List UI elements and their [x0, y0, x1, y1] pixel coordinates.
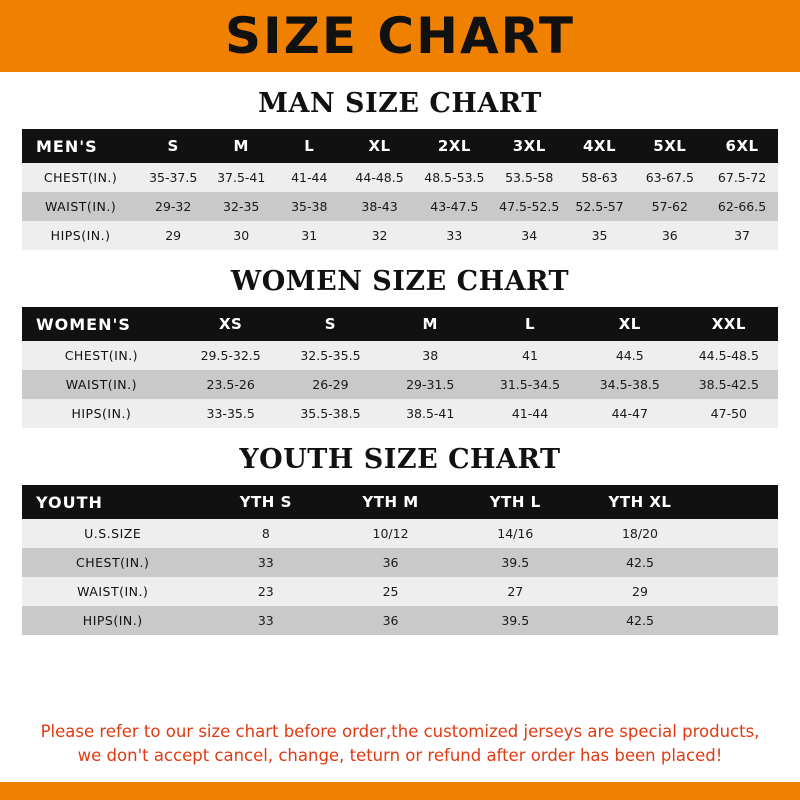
youth-ussize-thm: 10/12 [372, 526, 409, 541]
men-waist-4xl: 52.5-57 [575, 199, 624, 214]
youth-row-label-waist: WAIST(IN.) [77, 584, 149, 599]
table-row [22, 192, 778, 221]
youth-header-ythl: YTH L [489, 493, 541, 511]
table-row [22, 370, 778, 399]
men-waist-l: 35-38 [291, 199, 328, 214]
men-header-s: S [167, 137, 179, 155]
men-chest-6xl: 67.5-72 [717, 170, 767, 185]
men-waist-6xl: 62-66.5 [717, 199, 767, 214]
men-hips-l: 31 [301, 228, 318, 243]
men-header-row [22, 129, 778, 163]
men-chest-5xl: 63-67.5 [645, 170, 694, 185]
youth-header-label: YOUTH [36, 492, 103, 512]
men-hips-2xl: 33 [446, 228, 463, 243]
table-row [22, 163, 778, 192]
men-row-label-hips: HIPS(IN.) [50, 228, 111, 243]
women-chest-m: 38 [422, 348, 439, 363]
youth-row-label-hips: HIPS(IN.) [82, 613, 143, 628]
youth-chest-spacer [702, 548, 778, 577]
table-row [22, 221, 778, 250]
men-header-3xl: 3XL [512, 137, 546, 155]
women-row-label-chest: CHEST(IN.) [64, 348, 139, 363]
men-header-6xl: 6XL [725, 137, 759, 155]
women-header-xl: XL [618, 315, 641, 333]
youth-row-label-ussize: U.S.SIZE [84, 526, 142, 541]
youth-size-section [0, 428, 800, 635]
youth-ussize-spacer [702, 519, 778, 548]
youth-waist-ths: 23 [257, 584, 274, 599]
table-row [22, 519, 778, 548]
men-header-5xl: 5XL [653, 137, 687, 155]
men-header-xl: XL [368, 137, 391, 155]
table-row [22, 399, 778, 428]
women-hips-xl: 44-47 [611, 406, 648, 421]
page-title: SIZE CHART [224, 7, 576, 65]
table-row [22, 606, 778, 635]
youth-header-ythxl: YTH XL [608, 493, 672, 511]
youth-waist-thl: 27 [507, 584, 524, 599]
women-row-label-hips: HIPS(IN.) [71, 406, 132, 421]
women-chest-l: 41 [522, 348, 538, 363]
men-chest-l: 41-44 [291, 170, 328, 185]
women-header-xxl: XXL [711, 315, 746, 333]
women-chest-xl: 44.5 [615, 348, 644, 363]
youth-chest-ths: 33 [257, 555, 274, 570]
women-row-label-waist: WAIST(IN.) [65, 377, 137, 392]
men-waist-m: 32-35 [223, 199, 260, 214]
men-hips-xl: 32 [371, 228, 388, 243]
women-header-row [22, 307, 778, 341]
women-chest-xs: 29.5-32.5 [200, 348, 261, 363]
women-header-m: M [422, 315, 438, 333]
youth-waist-thxl: 29 [632, 584, 648, 599]
men-hips-4xl: 35 [591, 228, 608, 243]
men-hips-5xl: 36 [661, 228, 678, 243]
youth-ussize-thl: 14/16 [497, 526, 534, 541]
youth-hips-thxl: 42.5 [626, 613, 654, 628]
men-waist-s: 29-32 [155, 199, 192, 214]
men-waist-xl: 38-43 [361, 199, 398, 214]
men-header-label: MEN'S [36, 136, 98, 156]
women-waist-xl: 34.5-38.5 [599, 377, 660, 392]
men-header-l: L [304, 137, 315, 155]
youth-header-spacer [702, 485, 778, 519]
women-section-title: WOMEN SIZE CHART [230, 266, 570, 297]
youth-ussize-ths: 8 [261, 526, 270, 541]
men-hips-s: 29 [165, 228, 182, 243]
youth-chest-thl: 39.5 [501, 555, 530, 570]
youth-chest-thxl: 42.5 [626, 555, 654, 570]
men-header-4xl: 4XL [582, 137, 617, 155]
men-chest-4xl: 58-63 [581, 170, 618, 185]
youth-section-title: YOUTH SIZE CHART [239, 444, 561, 475]
men-size-table [22, 129, 778, 250]
table-row [22, 341, 778, 370]
men-row-label-chest: CHEST(IN.) [43, 170, 118, 185]
women-hips-m: 38.5-41 [406, 406, 455, 421]
youth-hips-thl: 39.5 [501, 613, 530, 628]
youth-waist-thm: 25 [382, 584, 399, 599]
women-size-table [22, 307, 778, 428]
women-hips-l: 41-44 [511, 406, 549, 421]
youth-header-ythm: YTH M [362, 493, 419, 511]
men-chest-2xl: 48.5-53.5 [424, 170, 485, 185]
women-chest-xxl: 44.5-48.5 [698, 348, 759, 363]
women-hips-xs: 33-35.5 [206, 406, 255, 421]
men-hips-3xl: 34 [521, 228, 538, 243]
youth-size-table [22, 485, 778, 635]
youth-row-label-chest: CHEST(IN.) [76, 555, 150, 570]
men-chest-xl: 44-48.5 [355, 170, 404, 185]
women-chest-s: 32.5-35.5 [300, 348, 361, 363]
footer-disclaimer [0, 710, 800, 782]
youth-hips-thm: 36 [382, 613, 399, 628]
men-waist-2xl: 43-47.5 [430, 199, 479, 214]
men-section-title: MAN SIZE CHART [258, 88, 542, 119]
men-header-m: M [233, 137, 249, 155]
women-waist-xxl: 38.5-42.5 [698, 377, 759, 392]
table-row [22, 577, 778, 606]
men-chest-3xl: 53.5-58 [505, 170, 554, 185]
footer-line-1: Please refer to our size chart before order,the customized jerseys are special products, [40, 722, 760, 742]
men-chest-s: 35-37.5 [149, 170, 198, 185]
men-header-2xl: 2XL [437, 137, 471, 155]
women-waist-l: 31.5-34.5 [499, 377, 561, 392]
men-hips-m: 30 [233, 228, 250, 243]
women-hips-xxl: 47-50 [710, 406, 747, 421]
table-row [22, 548, 778, 577]
header-banner [0, 0, 800, 72]
women-header-l: L [524, 315, 536, 333]
women-hips-s: 35.5-38.5 [300, 406, 361, 421]
bottom-accent-bar [0, 782, 800, 800]
men-hips-6xl: 37 [734, 228, 750, 243]
men-row-label-waist: WAIST(IN.) [44, 199, 117, 214]
men-waist-3xl: 47.5-52.5 [499, 199, 560, 214]
men-chest-m: 37.5-41 [217, 170, 266, 185]
women-size-section [0, 250, 800, 428]
youth-hips-ths: 33 [257, 613, 274, 628]
youth-ussize-thxl: 18/20 [621, 526, 659, 541]
men-size-section [0, 72, 800, 250]
women-header-label: WOMEN'S [36, 314, 131, 334]
youth-chest-thm: 36 [382, 555, 399, 570]
men-waist-5xl: 57-62 [651, 199, 688, 214]
youth-waist-spacer [702, 577, 778, 606]
women-header-s: S [324, 315, 337, 333]
women-header-xs: XS [218, 315, 243, 333]
women-waist-xs: 23.5-26 [206, 377, 255, 392]
women-waist-m: 29-31.5 [406, 377, 455, 392]
footer-line-2: we don't accept cancel, change, teturn or refund after order has been placed! [77, 746, 723, 766]
youth-hips-spacer [702, 606, 778, 635]
women-waist-s: 26-29 [312, 377, 349, 392]
youth-header-yths: YTH S [239, 493, 292, 511]
youth-header-row [22, 485, 778, 519]
